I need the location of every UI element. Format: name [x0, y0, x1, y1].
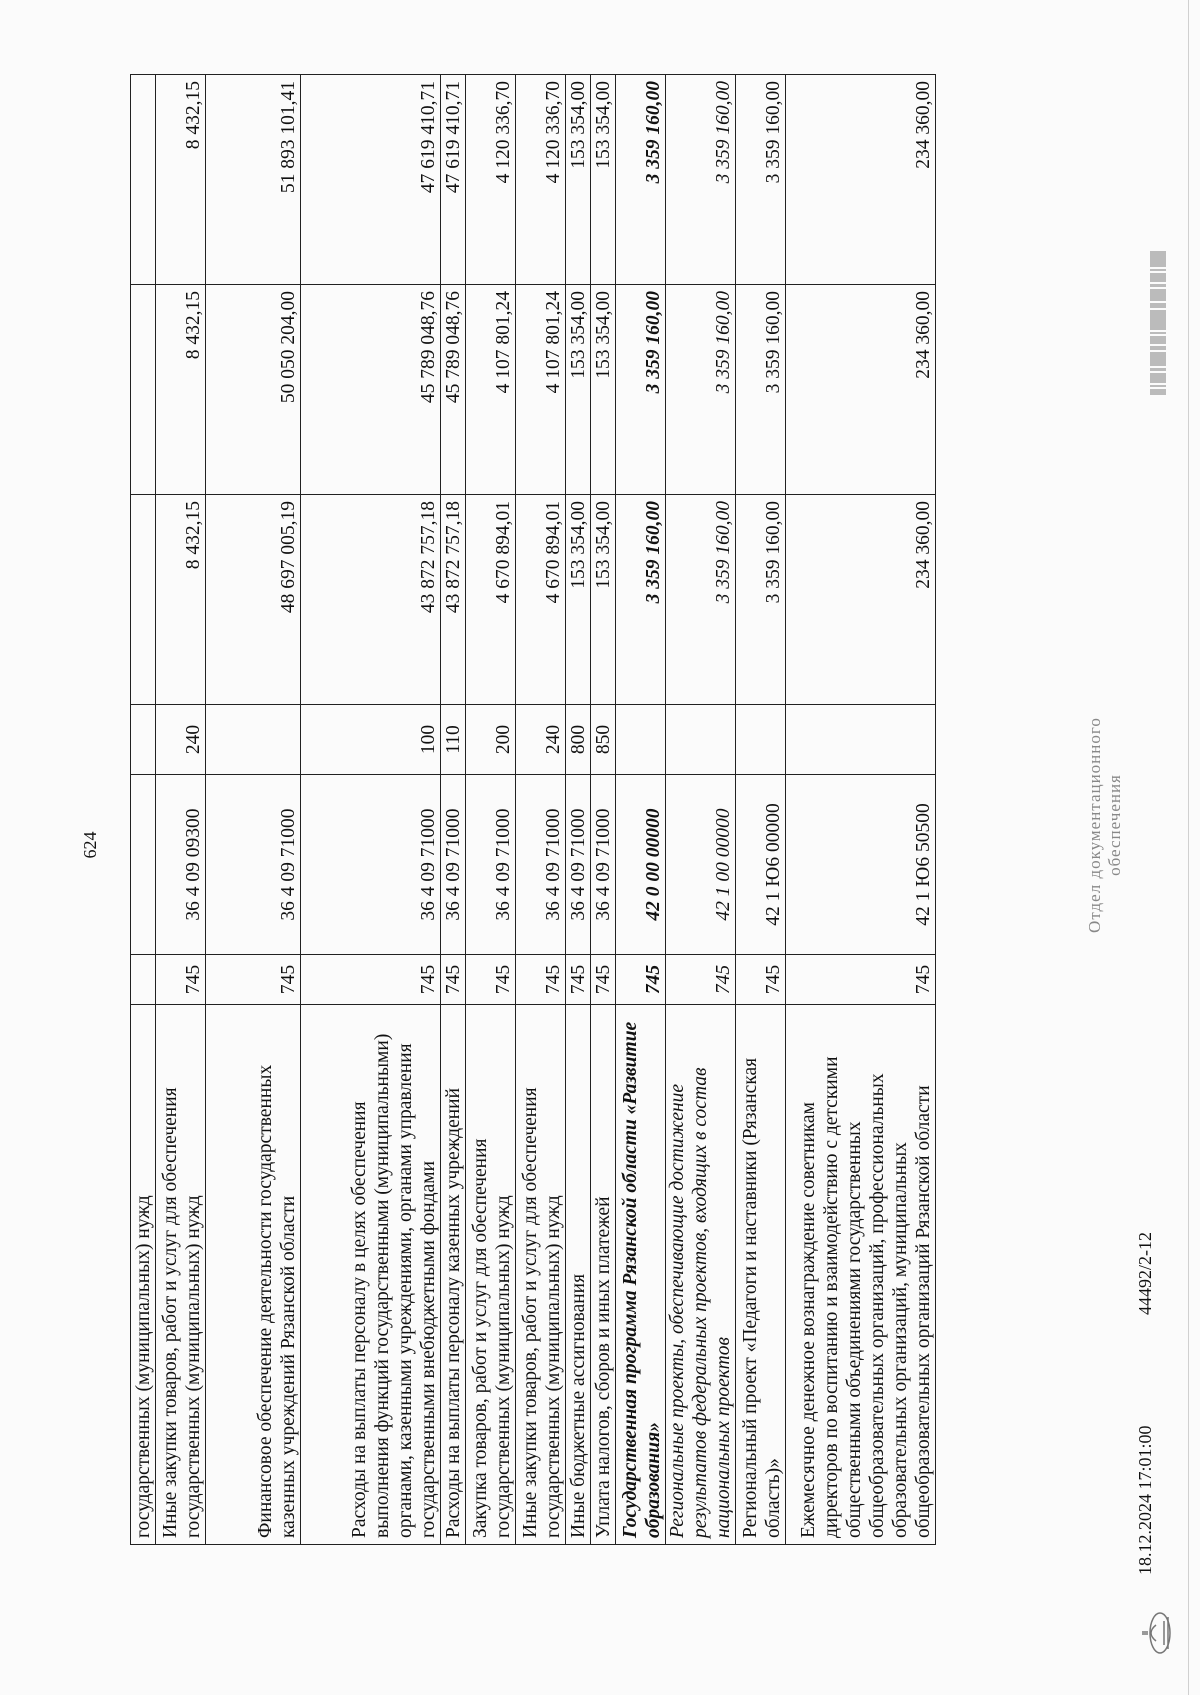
- amount-year-1-cell: 43 872 757,18: [301, 495, 441, 705]
- target-article-cell: 36 4 09 71000: [466, 775, 516, 955]
- table-row: [301, 75, 441, 1545]
- target-article-cell: 42 1 Ю6 50500: [786, 775, 936, 955]
- amount-year-1-cell: 48 697 005,19: [206, 495, 301, 705]
- stamp-line-2: обеспечения: [1105, 774, 1124, 876]
- page-number: 624: [80, 831, 100, 859]
- amount-year-3-cell: 153 354,00: [566, 75, 591, 285]
- amount-year-3-cell: 47 619 410,71: [301, 75, 441, 285]
- admin-code-cell: 745: [516, 955, 566, 1005]
- table-row: [466, 75, 516, 1545]
- amount-year-2-cell: [131, 285, 156, 495]
- expense-type-cell: [616, 705, 666, 775]
- amount-year-1-cell: 8 432,15: [156, 495, 206, 705]
- admin-code-cell: 745: [206, 955, 301, 1005]
- admin-code-cell: 745: [591, 955, 616, 1005]
- admin-code-cell: 745: [156, 955, 206, 1005]
- amount-year-1-cell: 153 354,00: [591, 495, 616, 705]
- expense-type-cell: 110: [441, 705, 466, 775]
- expense-type-cell: [206, 705, 301, 775]
- expense-type-cell: [786, 705, 936, 775]
- target-article-cell: 36 4 09 71000: [591, 775, 616, 955]
- table-row: [441, 75, 466, 1545]
- table-row: [666, 75, 736, 1545]
- admin-code-cell: 745: [786, 955, 936, 1005]
- expense-type-cell: 800: [566, 705, 591, 775]
- table-row: [566, 75, 591, 1545]
- row-name-cell: Расходы на выплаты персоналу казенных учреждений: [441, 1005, 466, 1545]
- admin-code-cell: 745: [441, 955, 466, 1005]
- budget-table: [130, 74, 936, 1545]
- amount-year-2-cell: 45 789 048,76: [301, 285, 441, 495]
- amount-year-3-cell: 51 893 101,41: [206, 75, 301, 285]
- amount-year-2-cell: 8 432,15: [156, 285, 206, 495]
- admin-code-cell: [131, 955, 156, 1005]
- target-article-cell: 36 4 09 71000: [301, 775, 441, 955]
- expense-type-cell: [666, 705, 736, 775]
- target-article-cell: 42 1 Ю6 00000: [736, 775, 786, 955]
- amount-year-1-cell: [131, 495, 156, 705]
- amount-year-2-cell: 153 354,00: [566, 285, 591, 495]
- expense-type-cell: [736, 705, 786, 775]
- row-name-cell: Иные закупки товаров, работ и услуг для обеспечения государственных (муниципальных) нужд: [156, 1005, 206, 1545]
- amount-year-3-cell: 4 120 336,70: [466, 75, 516, 285]
- row-name-cell: Государственная программа Рязанской области «Развитие образования»: [616, 1005, 666, 1545]
- amount-year-3-cell: 8 432,15: [156, 75, 206, 285]
- amount-year-2-cell: 234 360,00: [786, 285, 936, 495]
- expense-type-cell: 100: [301, 705, 441, 775]
- scan-barcode: [1150, 155, 1166, 395]
- amount-year-2-cell: 3 359 160,00: [616, 285, 666, 495]
- footer-datetime: 18.12.2024 17:01:00: [1135, 1425, 1155, 1575]
- amount-year-3-cell: 3 359 160,00: [736, 75, 786, 285]
- table-row: [591, 75, 616, 1545]
- emblem-icon: [1140, 1607, 1176, 1659]
- admin-code-cell: 745: [466, 955, 516, 1005]
- amount-year-3-cell: 3 359 160,00: [666, 75, 736, 285]
- row-name-cell: Закупка товаров, работ и услуг для обеспечения государственных (муниципальных) нужд: [466, 1005, 516, 1545]
- amount-year-2-cell: 3 359 160,00: [736, 285, 786, 495]
- amount-year-2-cell: 4 107 801,24: [466, 285, 516, 495]
- amount-year-2-cell: 4 107 801,24: [516, 285, 566, 495]
- table-row: [206, 75, 301, 1545]
- amount-year-1-cell: 153 354,00: [566, 495, 591, 705]
- target-article-cell: 42 1 00 00000: [666, 775, 736, 955]
- row-name-cell: Иные закупки товаров, работ и услуг для обеспечения государственных (муниципальных) нужд: [516, 1005, 566, 1545]
- target-article-cell: [131, 775, 156, 955]
- admin-code-cell: 745: [616, 955, 666, 1005]
- amount-year-1-cell: 4 670 894,01: [466, 495, 516, 705]
- expense-type-cell: 850: [591, 705, 616, 775]
- admin-code-cell: 745: [301, 955, 441, 1005]
- expense-type-cell: 200: [466, 705, 516, 775]
- amount-year-3-cell: 3 359 160,00: [616, 75, 666, 285]
- target-article-cell: 36 4 09 09300: [156, 775, 206, 955]
- amount-year-2-cell: 153 354,00: [591, 285, 616, 495]
- amount-year-2-cell: 50 050 204,00: [206, 285, 301, 495]
- table-row: [131, 75, 156, 1545]
- amount-year-1-cell: 43 872 757,18: [441, 495, 466, 705]
- table-row: [516, 75, 566, 1545]
- table-row: [786, 75, 936, 1545]
- amount-year-3-cell: 4 120 336,70: [516, 75, 566, 285]
- amount-year-3-cell: [131, 75, 156, 285]
- table-row: [616, 75, 666, 1545]
- stamp-line-1: Отдел документационного: [1085, 717, 1104, 933]
- row-name-cell: Финансовое обеспечение деятельности государственных казенных учреждений Рязанской области: [206, 1005, 301, 1545]
- amount-year-1-cell: 3 359 160,00: [666, 495, 736, 705]
- amount-year-1-cell: 234 360,00: [786, 495, 936, 705]
- amount-year-3-cell: 47 619 410,71: [441, 75, 466, 285]
- table-row: [736, 75, 786, 1545]
- admin-code-cell: 745: [666, 955, 736, 1005]
- row-name-cell: Ежемесячное денежное вознаграждение советникам директоров по воспитанию и взаимодействию с детскими общественными объединениями государственных общеобразовательных организаций, профессиональных образовательных организаций, муниципальных общеобразовательных организаций Рязанской области: [786, 1005, 936, 1545]
- scan-edge-line: [1188, 0, 1189, 1695]
- amount-year-3-cell: 153 354,00: [591, 75, 616, 285]
- amount-year-3-cell: 234 360,00: [786, 75, 936, 285]
- row-name-cell: Уплата налогов, сборов и иных платежей: [591, 1005, 616, 1545]
- row-name-cell: Расходы на выплаты персоналу в целях обеспечения выполнения функций государственными (муниципальными) органами, казенными учреждениями, органами управления государственными внебюджетными фондами: [301, 1005, 441, 1545]
- footer-document-code: 44492/2-12: [1135, 1232, 1155, 1315]
- expense-type-cell: 240: [516, 705, 566, 775]
- table-body: [131, 75, 936, 1545]
- row-name-cell: Иные бюджетные ассигнования: [566, 1005, 591, 1545]
- target-article-cell: 36 4 09 71000: [516, 775, 566, 955]
- target-article-cell: 42 0 00 00000: [616, 775, 666, 955]
- amount-year-1-cell: 4 670 894,01: [516, 495, 566, 705]
- amount-year-1-cell: 3 359 160,00: [736, 495, 786, 705]
- row-name-cell: Региональный проект «Педагоги и наставники (Рязанская область)»: [736, 1005, 786, 1545]
- expense-type-cell: 240: [156, 705, 206, 775]
- department-stamp: [1085, 695, 1125, 955]
- amount-year-2-cell: 45 789 048,76: [441, 285, 466, 495]
- amount-year-1-cell: 3 359 160,00: [616, 495, 666, 705]
- amount-year-2-cell: 3 359 160,00: [666, 285, 736, 495]
- expense-type-cell: [131, 705, 156, 775]
- admin-code-cell: 745: [736, 955, 786, 1005]
- row-name-cell: Региональные проекты, обеспечивающие достижение результатов федеральных проектов, входящих в состав национальных проектов: [666, 1005, 736, 1545]
- admin-code-cell: 745: [566, 955, 591, 1005]
- table-row: [156, 75, 206, 1545]
- target-article-cell: 36 4 09 71000: [441, 775, 466, 955]
- row-name-cell: государственных (муниципальных) нужд: [131, 1005, 156, 1545]
- target-article-cell: 36 4 09 71000: [206, 775, 301, 955]
- target-article-cell: 36 4 09 71000: [566, 775, 591, 955]
